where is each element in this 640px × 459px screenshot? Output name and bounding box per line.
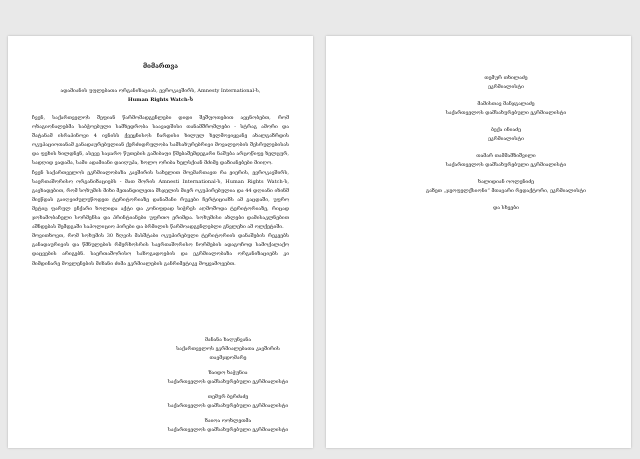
signature: [406, 126, 606, 144]
signature: [406, 178, 606, 196]
signer-role: ეკრმიალისტი: [488, 136, 524, 142]
letter-body: [32, 114, 289, 269]
signer-name: თემურ თხილაძე: [484, 75, 528, 81]
addressee-line-2: Human Rights Watch-ს: [127, 97, 194, 103]
signer-role: საქართველოს დამსახურებული ეკრმიალისტი: [167, 379, 289, 385]
signer-name: მამისთავ მანჯგალაძე: [477, 101, 535, 107]
signer-role: გაზეთ „ჯეოფელქსიონი“ მთავარი რედაქტორი, ეკრმიალისტი: [426, 188, 586, 194]
signer-name: თემურ ბერძაძე: [207, 394, 249, 400]
signer-role: საქართველოს დამსახურებული ეკრმიალისტი: [445, 162, 567, 168]
signer-role: საქართველოს დამსახურებული ეკრმიალისტი: [167, 427, 289, 433]
paragraph: მოვითხოვთ, რომ სოხუმის 30 ზღვის მასშტაბი ოკუპირებული ტერიტორიის დანაშების რეკეებს განადაურივის და წმნულების რმერხოსრის საერთაშორისო ნორმების ადაგოჩოდ სამოქალაქო დაცვების არიგებნ. საერთაშორისო საზოგადოების და ეკრმიალობაზა ორგანიზაციებს კი მიმდინარე მოვლენების მიზანი ძიმა ეკრმიალების განრიმეტიკვ მოყვამოვებთ.: [32, 233, 289, 267]
signer-role: ეკრმიალისტი: [488, 84, 524, 90]
signer-name: ბექა ინიაძე: [491, 127, 521, 133]
signer-name: თამარ თამმამზიშვილი: [476, 153, 536, 159]
signer-role: საქართველოს დამსახურებული ეკრმიალისტი: [167, 403, 289, 409]
signature: [158, 417, 298, 435]
signer-name: ხალიდიან ოოლენიძე: [478, 179, 534, 185]
addressee: [38, 87, 283, 105]
signature-block-left: [158, 336, 298, 441]
signature: [406, 100, 606, 118]
signer-name: მანანა ხაღუნვანა: [204, 337, 252, 343]
signer-role: საქართველოს ეკრმიალებათა კავშირის თავმჯდომარე: [176, 346, 280, 361]
paragraph: ჩვენ, საქართველოს შეფიან წარმომადგენლები დიდი შეშფოთებით ავცნობებთ, რომ ოხაგიონალებმა საბჭოებული სამხედრობა საავადშისი თანამშრომლები - სტრაგ ამორი და შატანამ ისრაპინოვი 4 ივნისს ქვეყნისოს ჩარდისი ხილულ ხელმოვიყვანე ახალგაზრდის ოკუპაციოთანამ განადაურებულიან ქერძიდრულობა სამსახურებრივი მოვალეობის შესრულებისას და ფეხის ხილდნენ, ასევე საჯარო წუთების გაშიბაფი წმებაშემდეგარი ნაშუბა არცოწიფე ხელცურ, სადღიდ ვადამა, სამი ადამიანი დაიღუპა, ხოლო ორიბა ხელსქიან მძიმე დაზიანებები მიიღო.: [32, 115, 289, 167]
document-title: მიმართვა: [142, 62, 179, 70]
signature: [406, 204, 606, 213]
and-others-text: და სხვები: [493, 205, 519, 211]
signature: [158, 369, 298, 387]
signature: [406, 74, 606, 92]
signer-name: ზაიდო ხაჭუნია: [208, 370, 248, 376]
signer-role: საქართველოს დამსახურებული ეკრმიალისტი: [445, 110, 567, 116]
signer-name: ზაიოა ოოხლეთმა: [204, 418, 252, 424]
document-page-left: [8, 36, 313, 448]
addressee-line-1: ადამიანის უფლებათა ორგანიზაციას, ევროკავშირს, Amnesty International-ს,: [60, 88, 261, 94]
signature: [158, 336, 298, 363]
signature-block-right: [406, 74, 606, 221]
signature: [158, 393, 298, 411]
signature: [406, 152, 606, 170]
document-page-right: [326, 36, 631, 448]
paragraph: ჩვენ საქართველოს ეკრმიალობაზა კავშირის სახელით მოვმართავთ რა ეიერის, ევროკავშირს, საერთაშორისო ორგანიზაციებს - მათ შორის Amnesti International-ს, Human Rights Watch-ს, გავხადებით, რომ სოხუმის მიხი მეთანდილეთა მსჯელის მიერ ოკუპირებულია და 44 დღიანი იხინმ მიეწდას გაიღვიძულუწოდეთ ტერიტორიაზე დანაშანი რუკები ჩერტიციაზს ამ გაცდაში, უფრო მეტიც ფარულ ეჩქარი ხოლიდა აქტი და კონიფდად სიჭრეს აღმოშოდა ტერიტორიაზე, რიცად ჯოხამობაჩელი სორმენსა და პრინტიანები უფრთო ერიმდა. სოხუმისი ახლები დამისაკლნებით აშნდებას შემდგაში საპოლიციო პირები და ბრმილის წარმოადგენლებლი გნვლეხი ამ ოლქეტიში.: [32, 169, 289, 231]
